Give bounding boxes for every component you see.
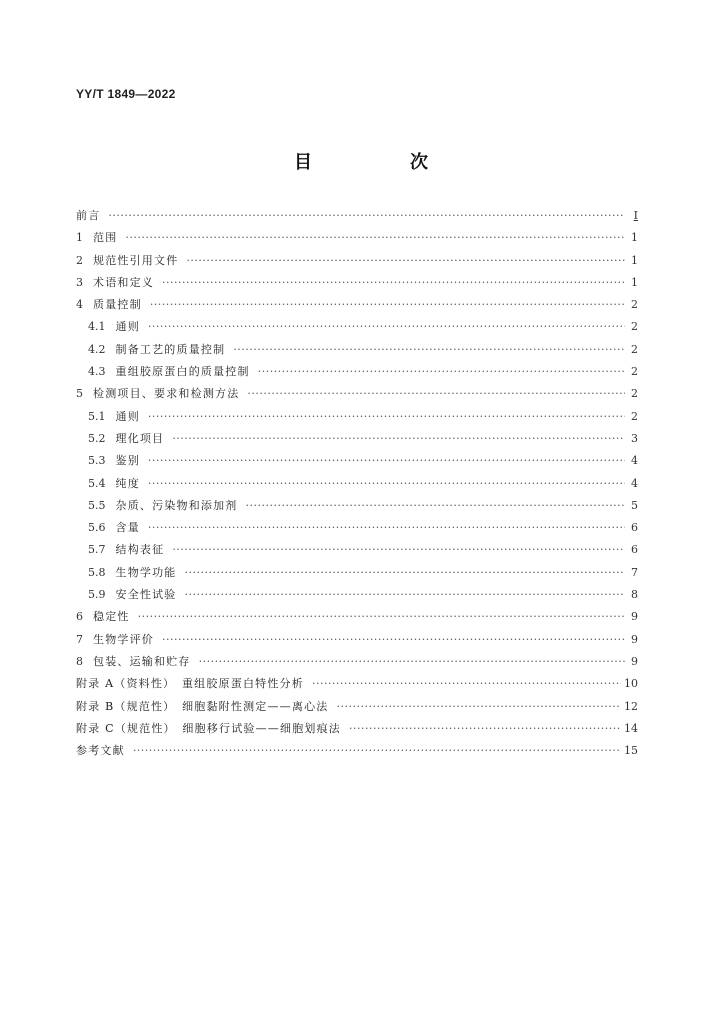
toc-entry-label: 术语和定义 <box>93 275 154 289</box>
toc-entry[interactable] <box>76 294 638 316</box>
dot-leader <box>125 227 625 249</box>
toc-entry-label: 结构表征 <box>115 543 165 557</box>
dot-leader <box>172 428 625 450</box>
toc-entry-label: 参考文献 <box>76 744 125 758</box>
toc-entry-number: 5.4 <box>88 476 106 490</box>
toc-entry-label: 前言 <box>76 209 101 222</box>
toc-entry-number: 1 <box>76 231 83 245</box>
toc-entry-label: 附录 C（规范性） 细胞移行试验——细胞划痕法 <box>76 721 342 735</box>
toc-entry[interactable] <box>76 383 638 405</box>
toc-entry-number: 2 <box>76 253 83 267</box>
dot-leader <box>246 495 626 517</box>
toc-title: 目 次 <box>294 152 468 173</box>
toc-entry-label: 制备工艺的质量控制 <box>115 342 226 356</box>
toc-entry-number: 5.2 <box>88 431 106 445</box>
toc-entry-label: 质量控制 <box>93 298 142 312</box>
toc-entry-number: 4.2 <box>88 342 106 356</box>
toc-entry-page: 9 <box>631 654 638 668</box>
toc-entry-number: 5.6 <box>88 521 106 535</box>
dot-leader <box>108 205 625 227</box>
toc-entry[interactable] <box>76 718 638 740</box>
dot-leader <box>162 629 625 651</box>
toc-entry-page: 14 <box>624 721 638 735</box>
toc-entry-page: 2 <box>631 298 638 312</box>
toc-entry[interactable] <box>76 205 638 227</box>
toc-entry-page: 4 <box>631 454 638 468</box>
toc-entry-label: 含量 <box>115 521 140 535</box>
dot-leader <box>186 250 625 272</box>
toc-entry-number: 5.7 <box>88 543 106 557</box>
table-of-contents <box>76 205 638 762</box>
toc-entry-page: 12 <box>624 699 638 713</box>
dot-leader <box>247 383 625 405</box>
toc-entry-label: 理化项目 <box>115 431 165 445</box>
toc-entry-label: 生物学功能 <box>115 565 177 579</box>
toc-entry-page: 7 <box>631 565 638 579</box>
toc-entry[interactable] <box>76 673 638 695</box>
dot-leader <box>199 651 625 673</box>
toc-entry[interactable] <box>76 629 638 651</box>
toc-entry-page: 6 <box>631 543 638 557</box>
dot-leader <box>312 673 621 695</box>
dot-leader <box>185 584 626 606</box>
toc-entry[interactable] <box>76 406 638 428</box>
toc-entry-page: 1 <box>631 231 638 245</box>
toc-entry-label: 范围 <box>93 231 118 245</box>
toc-entry-number: 4.1 <box>88 320 106 334</box>
toc-entry[interactable] <box>76 473 638 495</box>
toc-entry-label: 规范性引用文件 <box>93 253 179 267</box>
toc-entry-label: 纯度 <box>115 476 140 490</box>
toc-entry-number: 5 <box>76 387 83 401</box>
toc-entry-page: 15 <box>624 744 638 758</box>
toc-entry-label: 包装、运输和贮存 <box>93 654 191 668</box>
toc-entry-label: 附录 A（资料性） 重组胶原蛋白特性分析 <box>76 677 304 691</box>
toc-entry[interactable] <box>76 227 638 249</box>
dot-leader <box>148 473 625 495</box>
toc-entry[interactable] <box>76 606 638 628</box>
toc-entry-number: 4 <box>76 298 83 312</box>
toc-entry[interactable] <box>76 450 638 472</box>
toc-entry[interactable] <box>76 339 638 361</box>
toc-entry-page: 1 <box>631 275 638 289</box>
toc-entry-page: 2 <box>631 342 638 356</box>
toc-entry[interactable] <box>76 584 638 606</box>
toc-entry[interactable] <box>76 562 638 584</box>
toc-entry-page: 3 <box>631 431 638 445</box>
toc-entry-label: 稳定性 <box>93 610 130 624</box>
toc-entry-page: 2 <box>631 409 638 423</box>
dot-leader <box>349 718 621 740</box>
dot-leader <box>150 294 625 316</box>
dot-leader <box>138 606 625 628</box>
toc-entry-label: 生物学评价 <box>93 632 154 646</box>
toc-entry[interactable] <box>76 250 638 272</box>
toc-entry-page: 4 <box>631 476 638 490</box>
toc-entry-label: 鉴别 <box>115 454 140 468</box>
toc-entry-number: 5.5 <box>88 498 106 512</box>
toc-entry[interactable] <box>76 495 638 517</box>
toc-entry-page: 2 <box>631 365 638 379</box>
standard-number-header: YY/T 1849—2022 <box>76 87 176 101</box>
dot-leader <box>258 361 625 383</box>
toc-entry-label: 通则 <box>115 320 140 334</box>
toc-entry-page: 9 <box>631 632 638 646</box>
toc-entry[interactable] <box>76 539 638 561</box>
toc-entry-page: Ⅰ <box>633 209 638 222</box>
dot-leader <box>148 450 625 472</box>
dot-leader <box>336 696 621 718</box>
toc-entry-number: 5.1 <box>88 409 106 423</box>
toc-entry-label: 安全性试验 <box>115 588 177 602</box>
toc-entry-label: 重组胶原蛋白的质量控制 <box>115 365 250 379</box>
dot-leader <box>148 316 625 338</box>
toc-entry-page: 1 <box>631 253 638 267</box>
toc-entry-label: 检测项目、要求和检测方法 <box>93 387 240 401</box>
toc-entry-number: 5.3 <box>88 454 106 468</box>
toc-entry-page: 8 <box>631 588 638 602</box>
toc-entry-number: 3 <box>76 275 83 289</box>
dot-leader <box>185 562 626 584</box>
dot-leader <box>148 517 625 539</box>
toc-entry[interactable] <box>76 316 638 338</box>
dot-leader <box>172 539 625 561</box>
toc-entry-page: 2 <box>631 387 638 401</box>
toc-entry[interactable] <box>76 272 638 294</box>
toc-entry-number: 6 <box>76 610 83 624</box>
toc-entry-page: 6 <box>631 521 638 535</box>
toc-entry-label: 附录 B（规范性） 细胞黏附性测定——离心法 <box>76 699 329 713</box>
toc-entry[interactable] <box>76 740 638 762</box>
toc-entry-label: 杂质、污染物和添加剂 <box>115 498 238 512</box>
toc-entry-number: 5.8 <box>88 565 106 579</box>
dot-leader <box>162 272 625 294</box>
toc-entry-page: 10 <box>624 677 638 691</box>
toc-entry[interactable] <box>76 428 638 450</box>
toc-entry[interactable] <box>76 651 638 673</box>
toc-entry-number: 5.9 <box>88 588 106 602</box>
toc-entry[interactable] <box>76 361 638 383</box>
toc-entry[interactable] <box>76 517 638 539</box>
toc-entry-number: 8 <box>76 654 83 668</box>
toc-entry-number: 7 <box>76 632 83 646</box>
toc-entry[interactable] <box>76 696 638 718</box>
dot-leader <box>133 740 621 762</box>
toc-entry-label: 通则 <box>115 409 140 423</box>
toc-entry-number: 4.3 <box>88 365 106 379</box>
dot-leader <box>233 339 625 361</box>
toc-entry-page: 2 <box>631 320 638 334</box>
dot-leader <box>148 406 625 428</box>
toc-entry-page: 5 <box>631 498 638 512</box>
toc-entry-page: 9 <box>631 610 638 624</box>
